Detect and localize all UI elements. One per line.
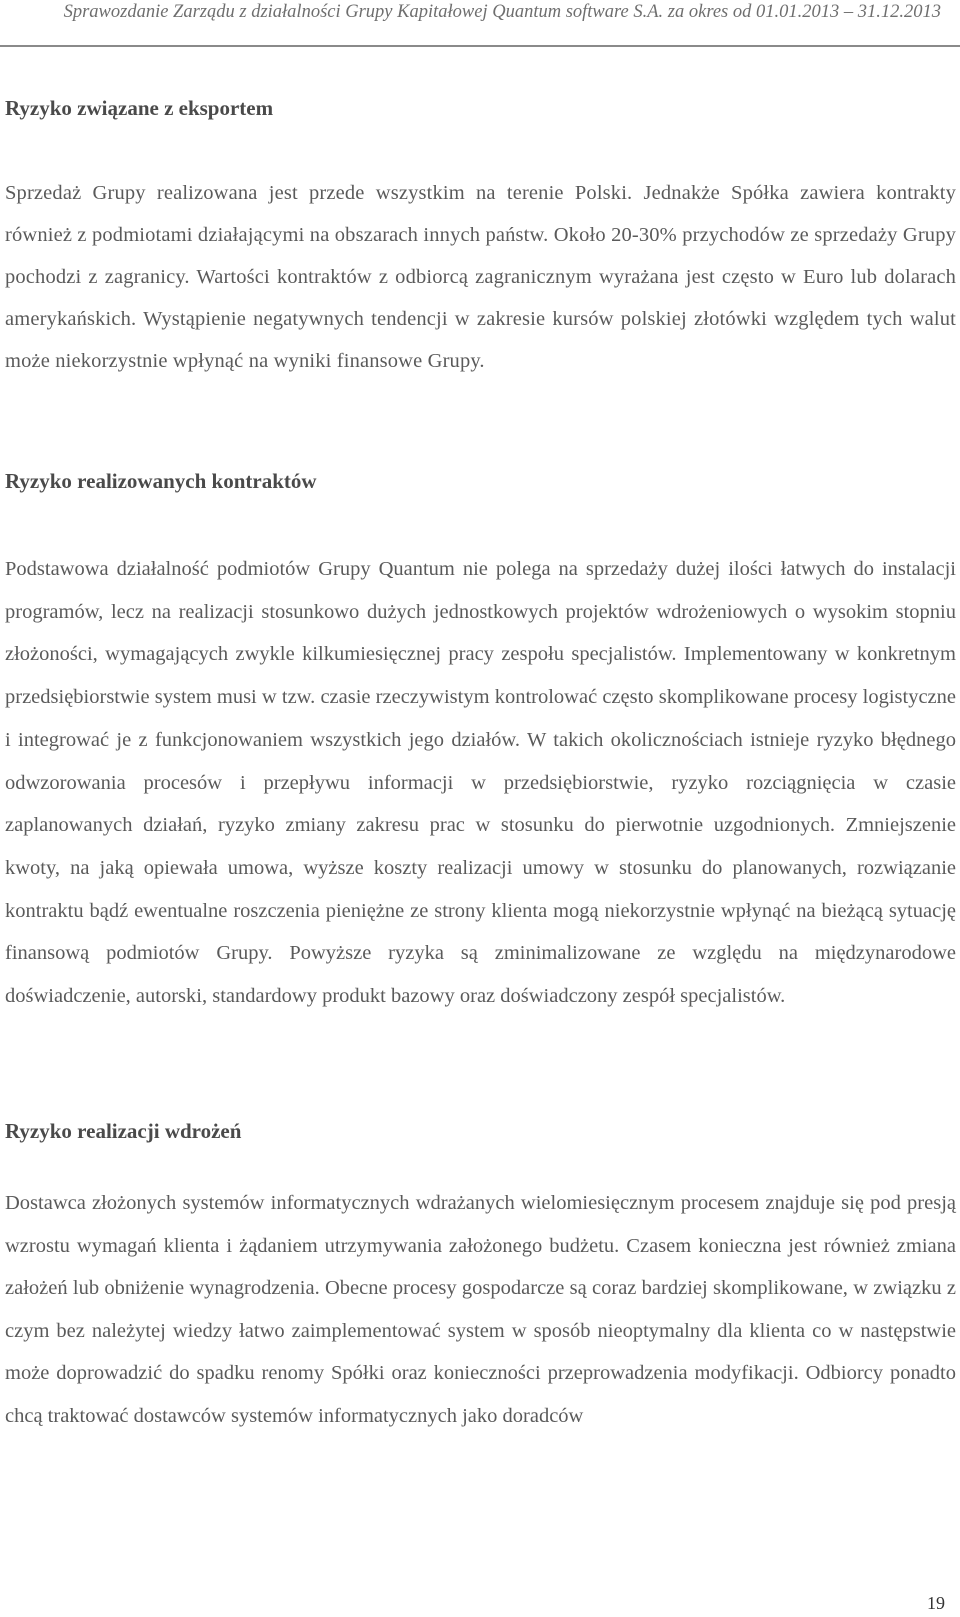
section-body-contracts-risk: Podstawowa działalność podmiotów Grupy Quantum nie polega na sprzedaży dużej ilości łatwych do instalacji programów, lecz na realizacji stosunkowo dużych jednostkowych projektów wdrożeniowych o wysokim stopniu złożoności, wymagających zwykle kilkumiesięcznej pracy zespołu specjalistów. Implementowany w konkretnym przedsiębiorstwie system musi w tzw. czasie rzeczywistym kontrolować często skomplikowane procesy logistyczne i integrować je z funkcjonowaniem wszystkich jego działów. W takich okolicznościach istnieje ryzyko błędnego odwzorowania procesów i przepływu informacji w przedsiębiorstwie, ryzyko rozciągnięcia w czasie zaplanowanych działań, ryzyko zmiany zakresu prac w stosunku do pierwotnie uzgodnionych. Zmniejszenie kwoty, na jaką opiewała umowa, wyższe koszty realizacji umowy w stosunku do planowanych, rozwiązanie kontraktu bądź ewentualne roszczenia pieniężne ze strony klienta mogą niekorzystnie wpłynąć na bieżącą sytuację finansową podmiotów Grupy. Powyższe ryzyka są zminimalizowane ze względu na międzynarodowe doświadczenie, autorski, standardowy produkt bazowy oraz doświadczony zespół specjalistów. (5, 558, 956, 1008)
page-header (0, 0, 960, 47)
section-body-export-risk: Sprzedaż Grupy realizowana jest przede wszystkim na terenie Polski. Jednakże Spółka zawiera kontrakty również z podmiotami działającymi na obszarach innych państw. Około 20-30% przychodów ze sprzedaży Grupy pochodzi z zagranicy. Wartości kontraktów z odbiorcą zagranicznym wyrażana jest często w Euro lub dolarach amerykańskich. Wystąpienie negatywnych tendencji w zakresie kursów polskiej złotówki względem tych walut może niekorzystnie wpłynąć na wyniki finansowe Grupy. (5, 182, 956, 372)
section-body-implementation-risk: Dostawca złożonych systemów informatycznych wdrażanych wielomiesięcznym procesem znajduje się pod presją wzrostu wymagań klienta i żądaniem utrzymywania założonego budżetu. Czasem konieczna jest również zmiana założeń lub obniżenie wynagrodzenia. Obecne procesy gospodarcze są coraz bardziej skomplikowane, w związku z czym bez należytej wiedzy łatwo zaimplementować system w sposób nieoptymalny dla klienta co w następstwie może doprowadzić do spadku renomy Spółki oraz konieczności przeprowadzenia modyfikacji. Odbiorcy ponadto chcą traktować dostawców systemów informatycznych jako doradców (5, 1192, 956, 1427)
section-heading-implementation-risk: Ryzyko realizacji wdrożeń (5, 1119, 242, 1143)
section-heading-export-risk: Ryzyko związane z eksportem (5, 96, 274, 120)
report-title: Sprawozdanie Zarządu z działalności Grupy Kapitałowej Quantum software S.A. za okres od 01.01.2013 – 31.12.2013 (63, 2, 941, 22)
page-number: 19 (927, 1593, 945, 1613)
section-heading-contracts-risk: Ryzyko realizowanych kontraktów (5, 469, 317, 493)
